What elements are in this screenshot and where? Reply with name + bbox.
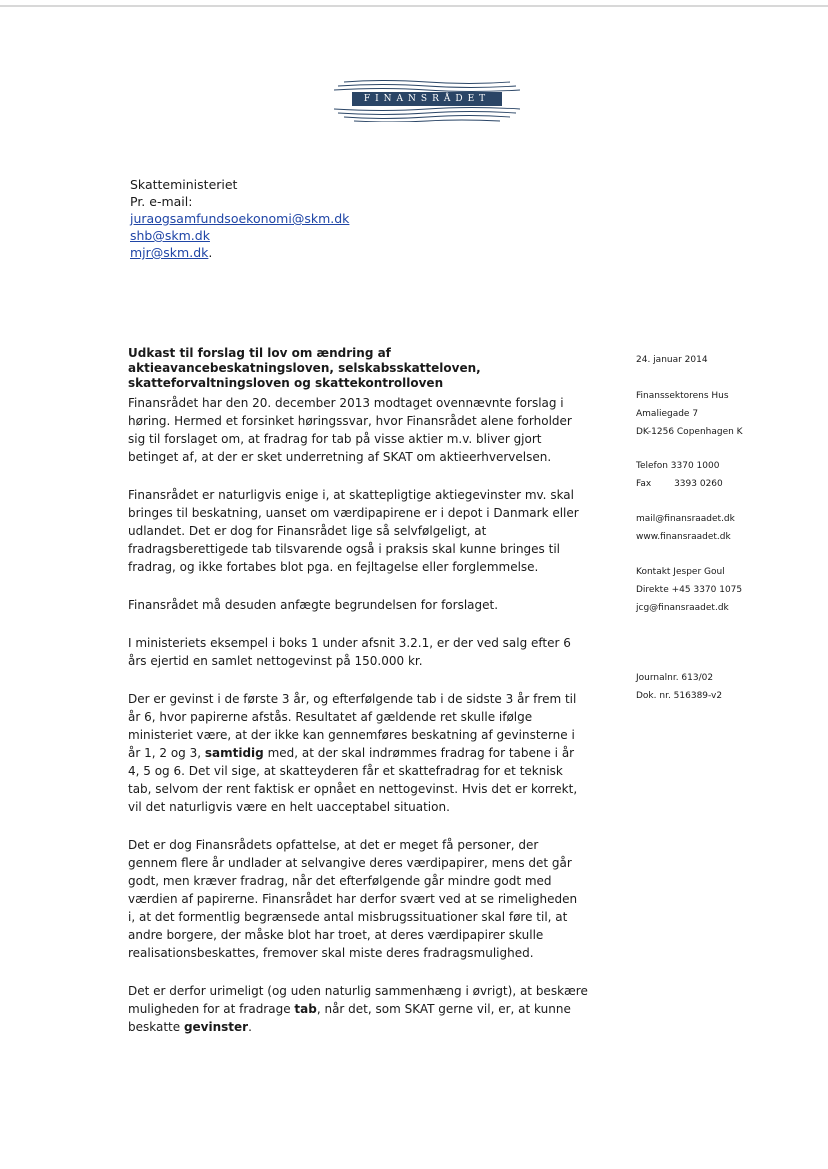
paragraph-7-bold-tab: tab: [294, 1002, 317, 1016]
sender-street: Amaliegade 7: [636, 409, 699, 419]
recipient-block: [130, 176, 349, 261]
paragraph-7-bold-gevinster: gevinster: [183, 1020, 249, 1034]
paragraph-7-part-a: Det er derfor urimeligt (og uden naturlig sammenhæng i øvrigt), at beskære muligheden for at fradrage: [128, 984, 588, 1016]
email-link-shb[interactable]: shb@skm.dk: [130, 228, 210, 243]
email-link-jura[interactable]: juraogsamfundsoekonomi@skm.dk: [130, 211, 350, 226]
sender-email[interactable]: mail@finansraadet.dk: [636, 514, 735, 524]
paragraph-5-part-a: Der er gevinst i de første 3 år, og efterfølgende tab i de sidste 3 år frem til år 6, hvor papirerne afstås. Resultatet af gældende ret skulle ifølge ministeriet være, at der ikke kan gennemføres beskatning af gevinsterne i år 1, 2 og 3,: [128, 692, 577, 760]
sidebar-contact: [636, 563, 811, 617]
contact-email[interactable]: jcg@finansraadet.dk: [636, 603, 729, 613]
journal-number: Journalnr. 613/02: [636, 673, 714, 683]
sender-fax: Fax 3393 0260: [636, 479, 723, 489]
sidebar-address: [636, 387, 811, 441]
finansraadet-logo: [334, 78, 520, 122]
contact-direct-phone: Direkte +45 3370 1075: [636, 585, 743, 595]
paragraph-2: Finansrådet er naturligvis enige i, at skattepligtige aktiegevinster mv. skal bringes til beskatning, uanset om værdipapirene er i depot i Danmark eller udlandet. Det er dog for Finansrådet lige så selvfølgeligt, at fradragsberettigede tab tilsvarende også i praksis skal kunne bringes til fradrag, og ikke fortabes blot pga. en fejltagelse eller forglemmelse.: [128, 488, 579, 574]
paragraph-3: Finansrådet må desuden anfægte begrundelsen for forslaget.: [128, 598, 499, 612]
sender-org: Finanssektorens Hus: [636, 391, 729, 401]
subject-heading: Udkast til forslag til lov om ændring af aktieavancebeskatningsloven, selskabsskatteloven, skatteforvaltningsloven og skattekontrolloven: [128, 346, 481, 390]
paragraph-5: [128, 690, 588, 816]
email-line-mjr: [130, 244, 349, 261]
paragraph-1: Finansrådet har den 20. december 2013 modtaget ovennævnte forslag i høring. Hermed et forsinket høringssvar, hvor Finansrådet alene forholder sig til forslaget om, at fradrag for tab på visse aktier m.v. bliver gjort betinget af, at der er sket underretning af SKAT om aktieerhvervelsen.: [128, 396, 572, 464]
paragraph-7: [128, 982, 588, 1036]
letter-body: [128, 394, 588, 1036]
paragraph-7-period: .: [248, 1020, 252, 1034]
sidebar-online: [636, 510, 811, 546]
logo-wordmark: FINANSRÅDET: [352, 92, 502, 106]
paragraph-5-part-c: med, at der skal indrømmes fradrag for tabene i år 4, 5 og 6. Det vil sige, at skatteyderen får et skattefradrag for et teknisk tab, selvom der rent faktisk er opnået en nettogevinst. Hvis det er korrekt, vil det naturligvis være en helt uacceptabel situation.: [128, 746, 578, 814]
email-trailing-period: .: [208, 245, 213, 260]
email-link-mjr[interactable]: mjr@skm.dk: [130, 245, 209, 260]
paragraph-4: I ministeriets eksempel i boks 1 under afsnit 3.2.1, er der ved salg efter 6 års ejertid en samlet nettogevinst på 150.000 kr.: [128, 636, 571, 668]
recipient-name: Skatteministeriet: [130, 177, 238, 192]
sidebar-date: [636, 351, 811, 369]
paragraph-5-bold: samtidig: [204, 746, 264, 760]
document-number: Dok. nr. 516389-v2: [636, 691, 723, 701]
recipient-via: Pr. e-mail:: [130, 194, 193, 209]
letter-date: 24. januar 2014: [636, 355, 708, 365]
top-border-line: [0, 5, 828, 7]
contact-person: Kontakt Jesper Goul: [636, 567, 725, 577]
paragraph-7-part-c: , når det, som SKAT gerne vil, er, at kunne beskatte: [128, 1002, 571, 1034]
sidebar-phone-fax: [636, 457, 811, 493]
sidebar-references: [636, 669, 811, 705]
sender-phone: Telefon 3370 1000: [636, 461, 720, 471]
sender-city: DK-1256 Copenhagen K: [636, 427, 743, 437]
sender-web[interactable]: www.finansraadet.dk: [636, 532, 731, 542]
paragraph-6: Det er dog Finansrådets opfattelse, at det er meget få personer, der gennem flere år undlader at selvangive deres værdipapirer, mens det går godt, men kræver fradrag, når det efterfølgende går mindre godt med værdien af papirerne. Finansrådet har derfor svært ved at se rimeligheden i, at det formentlig begrænsede antal misbrugssituationer skal føre til, at andre borgere, der måske blot har troet, at deres værdipapirer skulle realisationsbeskattes, fremover skal miste deres fradragsmulighed.: [128, 838, 578, 960]
